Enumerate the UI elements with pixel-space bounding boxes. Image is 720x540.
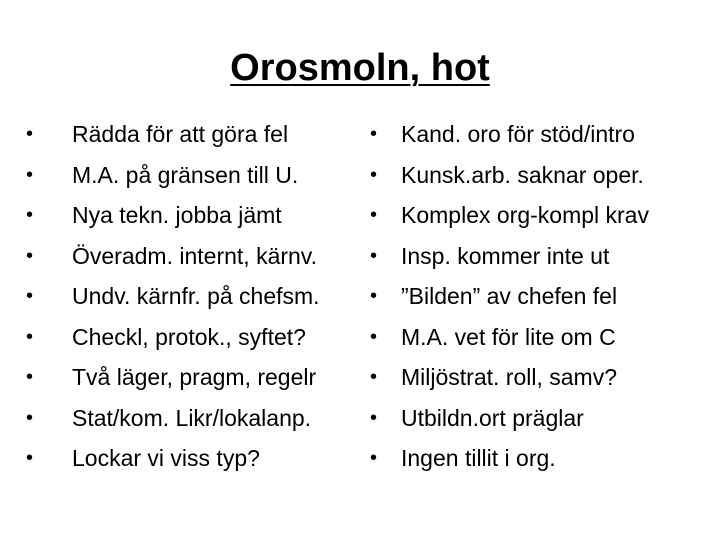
list-item <box>370 195 710 236</box>
list-item-text: Kunsk.arb. saknar oper. <box>401 161 644 188</box>
bullet-icon: • <box>370 204 378 226</box>
list-item-text: Rädda för att göra fel <box>72 121 289 147</box>
bullet-icon: • <box>26 244 34 267</box>
bullet-icon: • <box>370 366 378 388</box>
list-item-text: Ingen tillit i org. <box>401 445 556 471</box>
list-item-text: Kand. oro för stöd/intro <box>401 121 635 147</box>
list-item <box>370 276 710 317</box>
bullet-icon: • <box>370 325 378 348</box>
list-item <box>26 317 366 358</box>
bullet-icon: • <box>370 406 378 429</box>
bullet-icon: • <box>26 204 34 226</box>
list-item <box>26 195 366 236</box>
left-bullet-list <box>26 114 366 479</box>
list-item-text: Miljöstrat. roll, samv? <box>401 364 617 390</box>
slide-title: Orosmoln, hot <box>230 47 490 89</box>
bullet-icon: • <box>370 447 378 469</box>
list-item-text: Överadm. internt, kärnv. <box>72 242 317 269</box>
list-item-text: Undv. kärnfr. på chefsm. <box>72 283 320 309</box>
list-item <box>370 357 710 398</box>
list-item <box>26 357 366 398</box>
list-item-text: M.A. på gränsen till U. <box>72 161 299 188</box>
bullet-icon: • <box>370 163 378 186</box>
bullet-icon: • <box>370 285 378 307</box>
list-item <box>370 236 710 277</box>
list-item-text: Stat/kom. Likr/lokalanp. <box>72 404 312 431</box>
list-item <box>26 114 366 155</box>
list-item <box>370 398 710 439</box>
list-item <box>370 114 710 155</box>
bullet-icon: • <box>370 244 378 267</box>
list-item <box>26 276 366 317</box>
bullet-icon: • <box>26 447 34 469</box>
list-item-text: Checkl, protok., syftet? <box>72 323 306 350</box>
list-item <box>26 236 366 277</box>
bullet-icon: • <box>26 163 34 186</box>
list-item-text: Komplex org-kompl krav <box>401 202 649 228</box>
bullet-icon: • <box>26 366 34 388</box>
list-item <box>26 438 366 479</box>
list-item <box>370 317 710 358</box>
right-bullet-list <box>370 114 710 479</box>
bullet-icon: • <box>370 123 378 145</box>
list-item-text: Lockar vi viss typ? <box>72 445 260 471</box>
list-item-text: Insp. kommer inte ut <box>401 242 610 269</box>
list-item <box>370 438 710 479</box>
bullet-icon: • <box>26 123 34 145</box>
list-item <box>26 398 366 439</box>
list-item-text: Nya tekn. jobba jämt <box>72 202 282 228</box>
bullet-icon: • <box>26 406 34 429</box>
bullet-icon: • <box>26 325 34 348</box>
list-item-text: ”Bilden” av chefen fel <box>401 283 618 309</box>
list-item <box>370 155 710 196</box>
list-item-text: M.A. vet för lite om C <box>401 323 616 350</box>
list-item <box>26 155 366 196</box>
bullet-icon: • <box>26 285 34 307</box>
list-item-text: Utbildn.ort präglar <box>401 404 584 431</box>
list-item-text: Två läger, pragm, regelr <box>72 364 317 390</box>
